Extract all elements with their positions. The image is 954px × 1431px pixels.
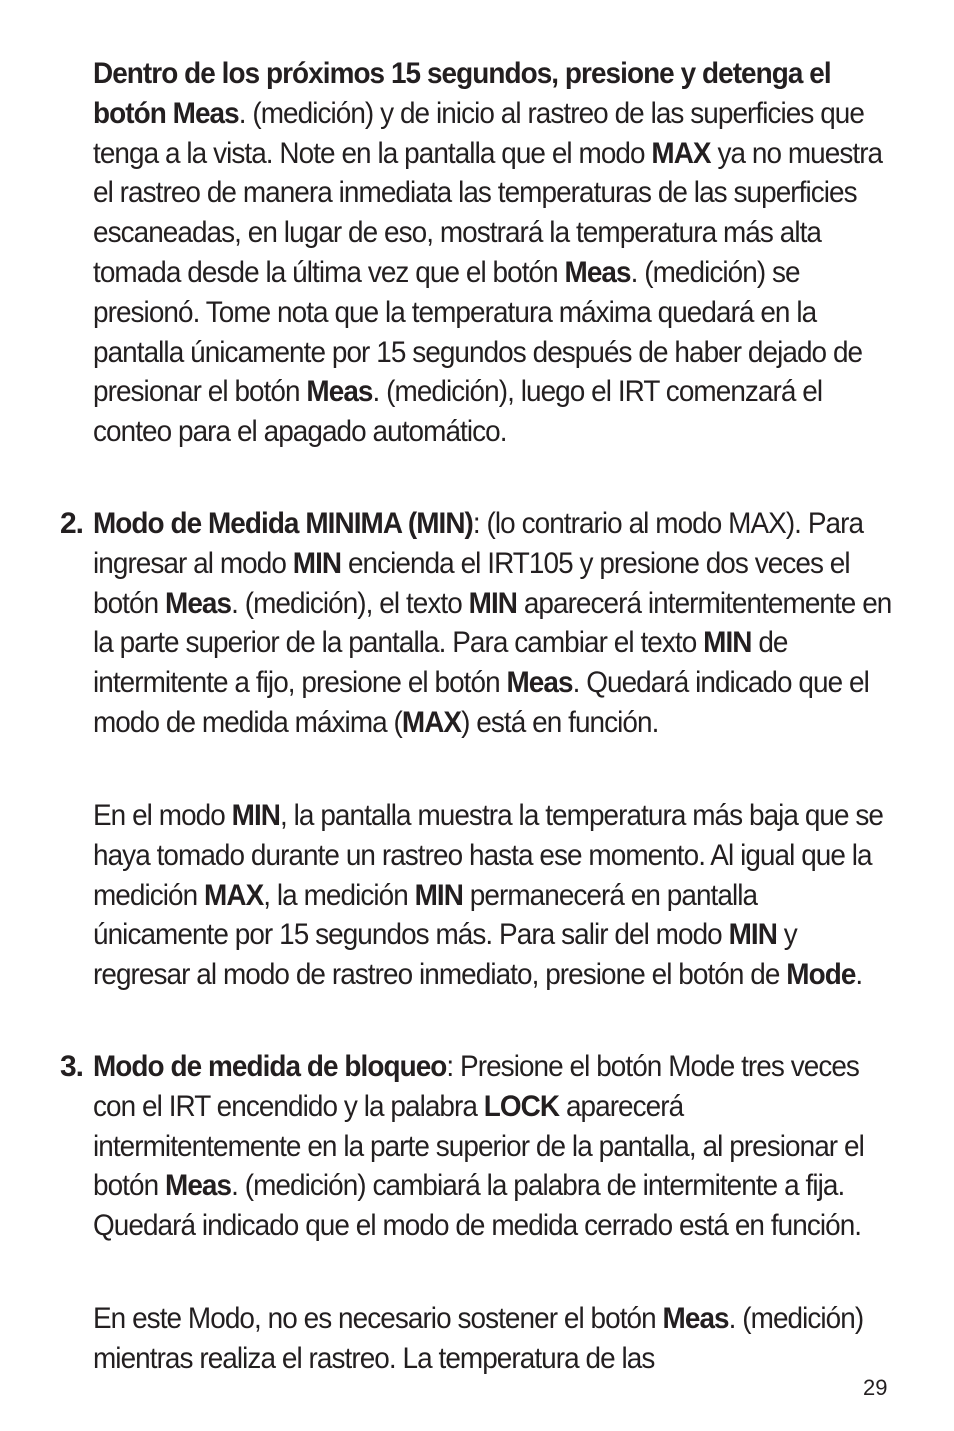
intro-bold-start: Dentro de los próximos 15 segundos, presione y detenga el botón Meas: [93, 57, 831, 130]
item2-text-2: encienda el IRT105 y presione dos veces el botón: [93, 546, 850, 620]
item3-bold-1: LOCK: [483, 1089, 560, 1123]
item2-text-6: . Quedará indicado que el modo de medida máxima (: [93, 666, 869, 739]
list-body-3: [93, 1047, 893, 1246]
intro-text-3: . (medición) se presionó. Tome nota que la temperatura máxima quedará en la pantalla únicamente por 15 segundos después de haber dejado de presionar el botón: [93, 255, 863, 409]
intro-text-4: . (medición), luego el IRT comenzará el conteo para el apagado automático.: [93, 375, 823, 449]
item2p-text-1: En el modo: [93, 799, 232, 832]
item2-bold-5: Meas: [506, 666, 573, 700]
item2p-text-5: y regresar al modo de rastreo inmediato, presione el botón de: [93, 918, 797, 992]
item2-bold-3: MIN: [468, 586, 517, 620]
item2p-text-2: , la pantalla muestra la temperatura más baja que se haya tomado durante un rastreo hasta ese momento. Al igual que la medición: [93, 799, 884, 912]
page-number: 29: [863, 1375, 888, 1400]
item2-text-3: . (medición), el texto: [231, 586, 469, 620]
item2p-bold-1: MIN: [231, 799, 281, 832]
item2p-bold-2: MAX: [204, 878, 264, 912]
item2-bold-2: Meas: [165, 586, 232, 620]
item2-text-5: de intermitente a fijo, presione el botón: [93, 626, 788, 700]
item2-bold-4: MIN: [703, 626, 752, 660]
item2-text-4: aparecerá intermitentemente en la parte superior de la pantalla. Para cambiar el texto: [93, 586, 892, 660]
item2-title: Modo de Medida MINIMA (MIN): [93, 507, 473, 540]
item3-text-3: . (medición) cambiará la palabra de intermitente a fija. Quedará indicado que el modo de medida cerrado está en función.: [93, 1169, 862, 1243]
item3-text-2: aparecerá intermitentemente en la parte superior de la pantalla, al presionar el botón: [93, 1089, 864, 1203]
intro-text-1: . (medición) y de inicio al rastreo de las superficies que tenga a la vista. Note en la pantalla que el modo: [93, 96, 864, 170]
item3p-text-2: . (medición) mientras realiza el rastreo. La temperatura de las: [93, 1302, 864, 1375]
intro-bold-max: MAX: [651, 136, 711, 170]
item2p-text-3: , la medición: [263, 878, 415, 912]
intro-text-2: ya no muestra el rastreo de manera inmediata las temperaturas de las superficies escaneadas, en lugar de eso, mostrará la temperatura más alta tomada desde la última vez que el botón: [93, 136, 883, 289]
item3-title: Modo de medida de bloqueo: [93, 1050, 447, 1083]
item3p-bold-1: Meas: [662, 1302, 729, 1335]
item2p-bold-4: MIN: [728, 918, 777, 952]
item3-followup-paragraph: [93, 1299, 893, 1379]
item2p-bold-3: MIN: [414, 878, 463, 912]
item2-text-7: ) está en función.: [461, 705, 659, 739]
item2p-text-4: permanecerá en pantalla únicamente por 15 segundos más. Para salir del modo: [93, 878, 758, 952]
item2-bold-6: MAX: [401, 705, 462, 739]
item2p-text-6: .: [855, 958, 863, 992]
intro-paragraph: [93, 54, 893, 452]
intro-bold-meas-2: Meas: [306, 375, 373, 409]
item2p-bold-5: Mode: [786, 958, 856, 992]
list-number-2: 2.: [60, 507, 84, 540]
item2-followup-paragraph: [93, 796, 893, 995]
item2-text-1: : (lo contrario al modo MAX). Para ingresar al modo: [93, 507, 864, 580]
intro-bold-meas-1: Meas: [564, 255, 631, 289]
item2-bold-1: MIN: [292, 546, 342, 580]
item3-bold-2: Meas: [165, 1169, 232, 1203]
item3p-text-1: En este Modo, no es necesario sostener el botón: [93, 1302, 663, 1335]
list-number-3: 3.: [60, 1050, 84, 1083]
item3-text-1: : Presione el botón Mode tres veces con el IRT encendido y la palabra: [93, 1050, 859, 1123]
list-body-2: [93, 504, 893, 743]
